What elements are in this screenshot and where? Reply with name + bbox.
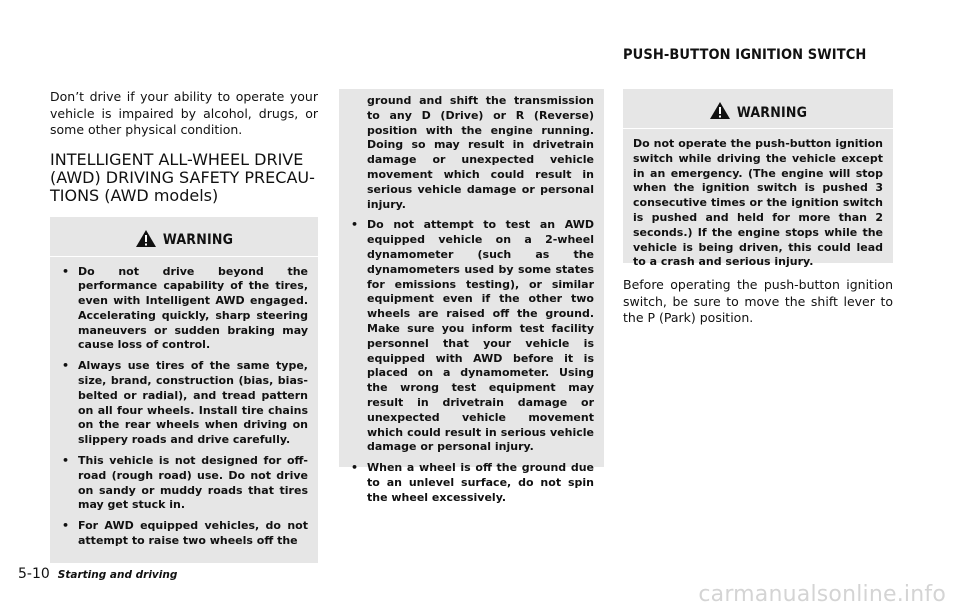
list-item: • Do not drive beyond the performance capability of the tires, even with Intelligent AWD engaged. Accelerating quickly, sharp steering maneuvers or sudden braking may cause loss of control.	[60, 265, 308, 354]
warning-label: WARNING	[736, 104, 808, 121]
warning-text: Do not operate the push-button ignition switch while driving the vehicle except in an emergency. (The engine will stop when the ignition switch is pushed 3 consecutive times or the ignition switch is pushed and held for more than 2 seconds.) If the engine stops while the vehicle is being driven, this could lead to a crash and serious injury.	[633, 137, 883, 269]
warning-header	[633, 101, 883, 124]
continuation-text: ground and shift the transmission to any D (Drive) or R (Reverse) position with the engine running. Doing so may result in drivetrain damage or unexpected vehicle movement which could result in serious vehicle damage or personal injury.	[367, 94, 594, 211]
list-item: • This vehicle is not designed for off-road (rough road) use. Do not drive on sandy or muddy roads that tires may get stuck in.	[60, 454, 308, 513]
intro-paragraph: Don’t drive if your ability to operate your vehicle is impaired by alcohol, drugs, or some other physical condition.	[50, 89, 318, 137]
warning-triangle-icon	[709, 101, 731, 124]
column-middle	[339, 89, 604, 504]
warning-divider	[623, 128, 893, 129]
body-paragraph: Before operating the push-button ignition switch, be sure to move the shift lever to the P (Park) position.	[623, 277, 893, 325]
footer-section-name: Starting and driving	[57, 569, 178, 581]
warning-divider	[50, 256, 318, 257]
page-footer	[18, 566, 177, 582]
column-right	[623, 89, 893, 327]
warning-bullets-continued	[349, 218, 594, 505]
page-header-title: PUSH-BUTTON IGNITION SWITCH	[623, 47, 867, 63]
page-header	[623, 47, 943, 63]
list-item: • For AWD equipped vehicles, do not attempt to raise two wheels off the	[60, 519, 308, 549]
list-item: • Always use tires of the same type, size, brand, construction (bias, bias-belted or radial), and tread pattern on all four wheels. Install tire chains on the rear wheels when driving on slippery roads and drive carefully.	[60, 359, 308, 448]
warning-header	[60, 229, 308, 252]
list-item: • When a wheel is off the ground due to an unlevel surface, do not spin the wheel excessively.	[349, 461, 594, 505]
warning-box-awd-continued	[339, 89, 604, 504]
warning-box-awd	[50, 217, 318, 563]
warning-box-ignition	[623, 89, 893, 269]
page-number: 5-10	[18, 566, 50, 582]
watermark: carmanualsonline.info	[698, 582, 946, 607]
column-left	[50, 89, 318, 563]
warning-triangle-icon	[135, 229, 157, 252]
list-item: • Do not attempt to test an AWD equipped vehicle on a 2-wheel dynamometer (such as the dynamometers used by some states for emissions testing), or similar equipment even if the other two wheels are raised off the ground. Make sure you inform test facility personnel that your vehicle is equipped with AWD before it is placed on a dynamometer. Using the wrong test equipment may result in drivetrain damage or unexpected vehicle movement which could result in serious vehicle damage or personal injury.	[349, 218, 594, 455]
warning-bullets	[60, 265, 308, 549]
warning-label: WARNING	[162, 232, 234, 248]
section-title: INTELLIGENT ALL-WHEEL DRIVE (AWD) DRIVING SAFETY PRECAUTIONS (AWD models)	[50, 149, 315, 205]
